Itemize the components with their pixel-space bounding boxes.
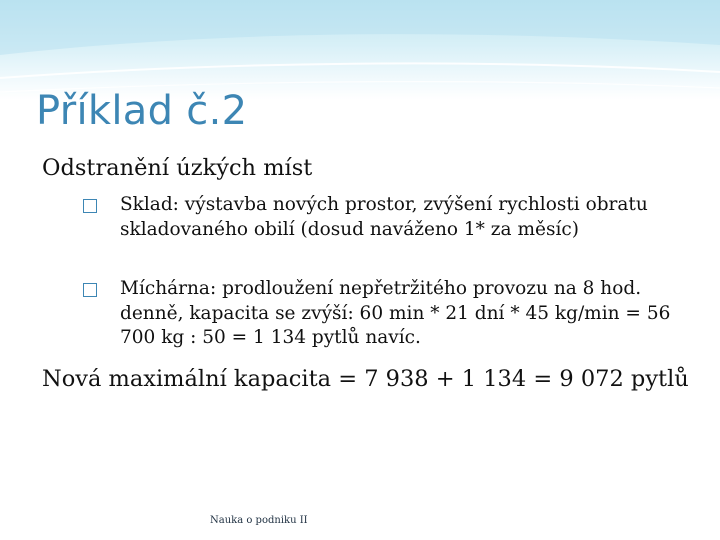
- square-bullet-icon: [83, 283, 97, 297]
- result-text: Nová maximální kapacita = 7 938 + 1 134 = 9 072 pytlů: [42, 366, 689, 392]
- slide-title: Příklad č.2: [36, 88, 248, 134]
- square-bullet-icon: [83, 199, 97, 213]
- footer-text: Nauka o podniku II: [210, 515, 308, 526]
- subtitle: Odstranění úzkých míst: [42, 155, 313, 181]
- bullet-item: [120, 277, 680, 351]
- bullet-text: Sklad: výstavba nových prostor, zvýšení rychlosti obratu skladovaného obilí (dosud naváženo 1* za měsíc): [120, 194, 648, 240]
- bullet-item: [120, 193, 680, 242]
- bullet-text: Míchárna: prodloužení nepřetržitého provozu na 8 hod. denně, kapacita se zvýší: 60 min * 21 dní * 45 kg/min = 56 700 kg : 50 = 1 134 pytlů navíc.: [120, 278, 671, 348]
